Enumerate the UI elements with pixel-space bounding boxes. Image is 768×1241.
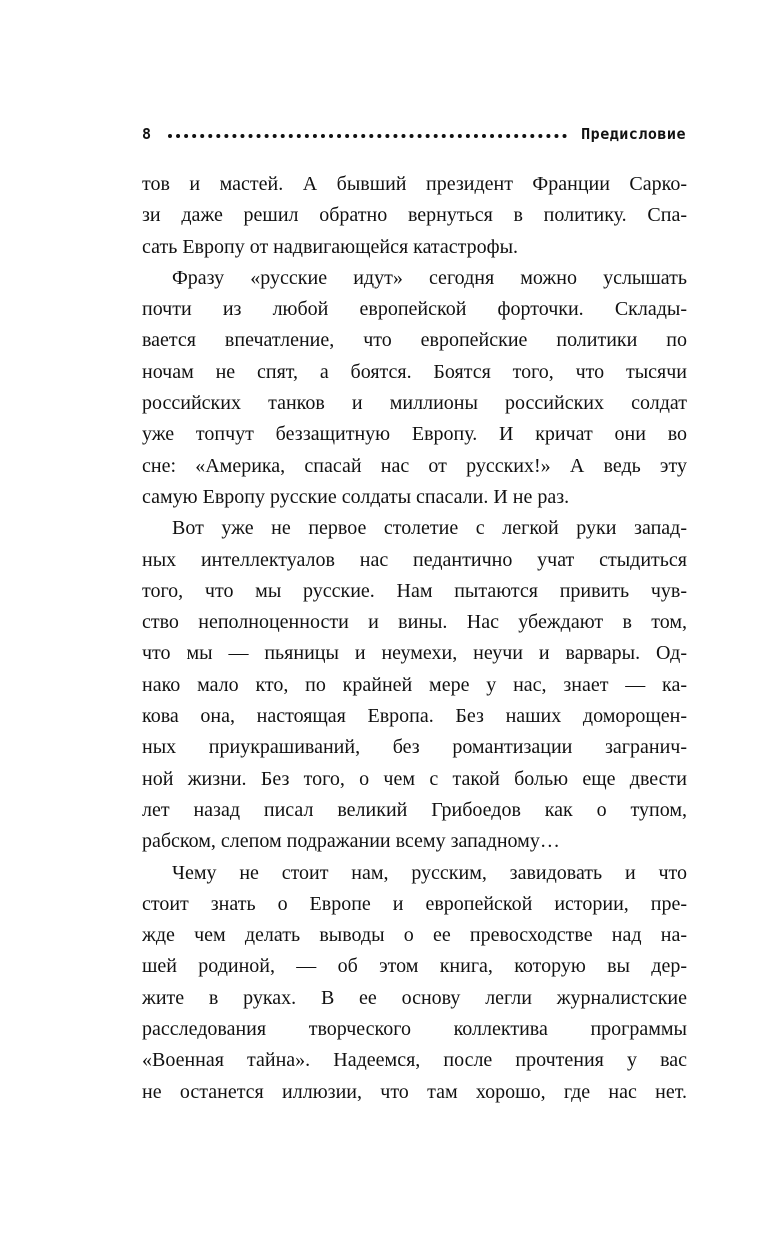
dot-leader <box>168 134 568 138</box>
paragraph <box>142 169 687 263</box>
text-line: российских танков и миллионы российских солдат <box>142 392 687 415</box>
text-line: Вот уже не первое столетие с легкой руки запад- <box>172 517 687 540</box>
text-line: ных интеллектуалов нас педантично учат стыдиться <box>142 548 687 571</box>
text-line: ночам не спят, а боятся. Боятся того, что тысячи <box>142 360 687 383</box>
text-line: почти из любой европейской форточки. Склады- <box>142 298 687 321</box>
paragraph <box>142 858 687 1108</box>
text-line: сать Европу от надвигающейся катастрофы. <box>142 235 519 258</box>
text-line: рабском, слепом подражании всему западному… <box>142 830 560 853</box>
body-text <box>142 169 687 1108</box>
paragraph <box>142 513 687 857</box>
text-line: самую Европу русские солдаты спасали. И не раз. <box>142 485 570 508</box>
text-line: лет назад писал великий Грибоедов как о тупом, <box>142 798 687 821</box>
text-line: ство неполноценности и вины. Нас убеждают в том, <box>142 611 687 634</box>
text-line: шей родиной, — об этом книга, которую вы дер- <box>142 955 687 978</box>
text-line: расследования творческого коллектива программы <box>142 1018 687 1041</box>
text-line: сне: «Америка, спасай нас от русских!» А ведь эту <box>142 454 687 477</box>
paragraph <box>142 263 687 513</box>
text-line: уже топчут беззащитную Европу. И кричат они во <box>142 423 687 446</box>
text-line: Фразу «русские идут» сегодня можно услышать <box>172 266 687 289</box>
section-title: Предисловие <box>581 125 686 143</box>
text-line: ной жизни. Без того, о чем с такой болью еще двести <box>142 767 687 790</box>
text-line: нако мало кто, по крайней мере у нас, знает — ка- <box>142 673 687 696</box>
text-line: тов и мастей. А бывший президент Франции Сарко- <box>142 173 687 195</box>
page-number: 8 <box>142 125 152 143</box>
text-line: стоит знать о Европе и европейской истории, пре- <box>142 892 687 915</box>
text-line: кова она, настоящая Европа. Без наших доморощен- <box>142 705 687 728</box>
text-line: зи даже решил обратно вернуться в политику. Спа- <box>142 204 687 227</box>
text-line: вается впечатление, что европейские политики по <box>142 329 687 352</box>
text-line: ных приукрашиваний, без романтизации загранич- <box>142 736 687 759</box>
text-line: того, что мы русские. Нам пытаются привить чув- <box>142 579 687 602</box>
text-line: жде чем делать выводы о ее превосходстве над на- <box>142 924 687 947</box>
text-line: не останется иллюзии, что там хорошо, где нас нет. <box>142 1080 687 1103</box>
text-line: жите в руках. В ее основу легли журналистские <box>142 986 687 1009</box>
text-line: Чему не стоит нам, русским, завидовать и что <box>172 861 687 884</box>
text-line: что мы — пьяницы и неумехи, неучи и варвары. Од- <box>142 642 687 665</box>
text-line: «Военная тайна». Надеемся, после прочтения у вас <box>142 1049 687 1072</box>
running-head <box>142 120 686 148</box>
